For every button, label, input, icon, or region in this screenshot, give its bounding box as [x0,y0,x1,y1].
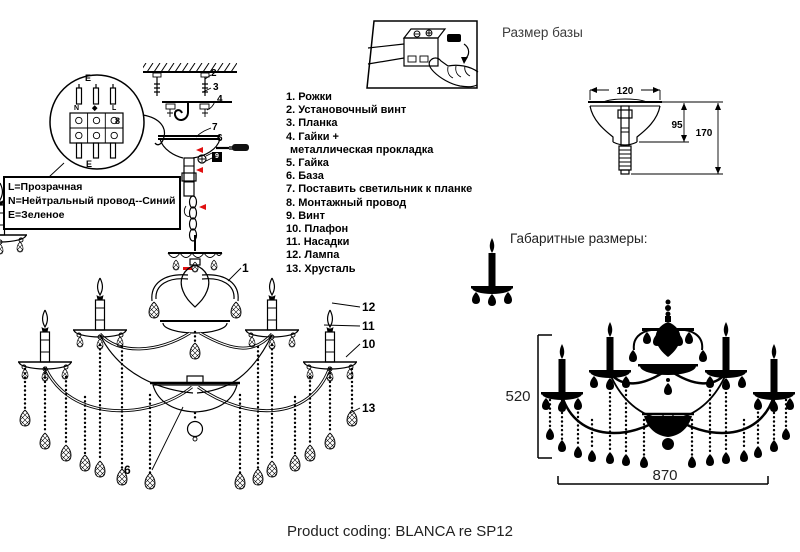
earth-symbol: ◆ [92,105,98,112]
base-size-diagram [583,80,738,192]
dim-120 [590,86,660,100]
terminal-n-label: N [74,105,80,112]
parts-list-item: 4. Гайки + [286,130,339,143]
dim-870 [558,467,768,484]
parts-list-item: 12. Лампа [286,249,340,262]
wiring-line-n: N=Нейтральный провод--Синий [8,195,176,207]
dim-170-label: 170 [695,128,713,139]
overall-size-title: Габаритные размеры: [510,231,648,246]
product-coding: Product coding: BLANCA re SP12 [287,523,513,540]
callout-4: 4 [217,94,223,105]
overall-dimensions-diagram [492,288,800,495]
callout-2: 2 [211,68,217,79]
candle-icon [245,278,299,349]
parts-list-item: 5. Гайка [286,157,329,170]
terminal-l-label: L [112,105,117,112]
dim-170 [631,102,723,174]
callout-9: 9 [212,152,222,162]
parts-list [286,91,472,276]
terminal-detail-circle [49,75,164,177]
dim-95-label: 95 [671,120,683,131]
dim-95 [639,102,689,142]
callout-1: 1 [242,261,249,275]
screwdriver-icon [216,144,249,151]
parts-list-item: 8. Монтажный провод [286,196,407,209]
callout-8: 8 [115,116,121,126]
ceiling-hatch [143,63,237,72]
parts-list-item: 10. Плафон [286,223,349,236]
wiring-line-l: L=Прозрачная [8,181,83,193]
chandelier-silhouette [541,300,795,469]
terminal-e-bottom-label: E [86,159,93,169]
base-size-title: Размер базы [502,25,583,40]
parts-list-item: 3. Планка [286,117,338,130]
candle-icon [73,278,127,349]
parts-list-item: 2. Установочный винт [286,104,407,117]
wiring-legend [3,176,181,230]
arm-icon [45,333,330,411]
callout-11: 11 [362,319,375,333]
base-canopy-icon [588,99,662,174]
parts-list-item: 7. Поставить светильник к планке [286,183,473,196]
parts-list-item: 13. Хрусталь [286,262,356,275]
crystal-strands [20,345,357,489]
callout-3: 3 [213,82,219,93]
parts-list-item: 1. Рожки [286,91,332,103]
callout-6-canopy: 6 [217,133,223,144]
wiring-line-e: E=Зеленое [8,209,65,221]
parts-list-item: 6. База [286,170,324,183]
parts-list-item: 9. Винт [286,209,325,222]
dim-870-label: 870 [652,467,678,484]
callout-7: 7 [212,122,218,133]
callout-6-bowl: 6 [124,463,131,477]
chandelier-drawing [0,235,395,515]
parts-list-item: металлическая прокладка [290,143,434,156]
callout-12: 12 [362,300,376,314]
terminal-e-top-label: E [85,73,92,83]
callout-10: 10 [362,337,376,351]
callout-13: 13 [362,401,376,415]
hook-icon [175,102,188,120]
dim-120-label: 120 [616,86,634,97]
horn-icon [149,275,241,318]
hand-inset [367,21,478,88]
dim-520-label: 520 [505,388,531,405]
mounting-screw-icon [153,73,209,96]
parts-list-item: 11. Насадки [286,236,350,249]
